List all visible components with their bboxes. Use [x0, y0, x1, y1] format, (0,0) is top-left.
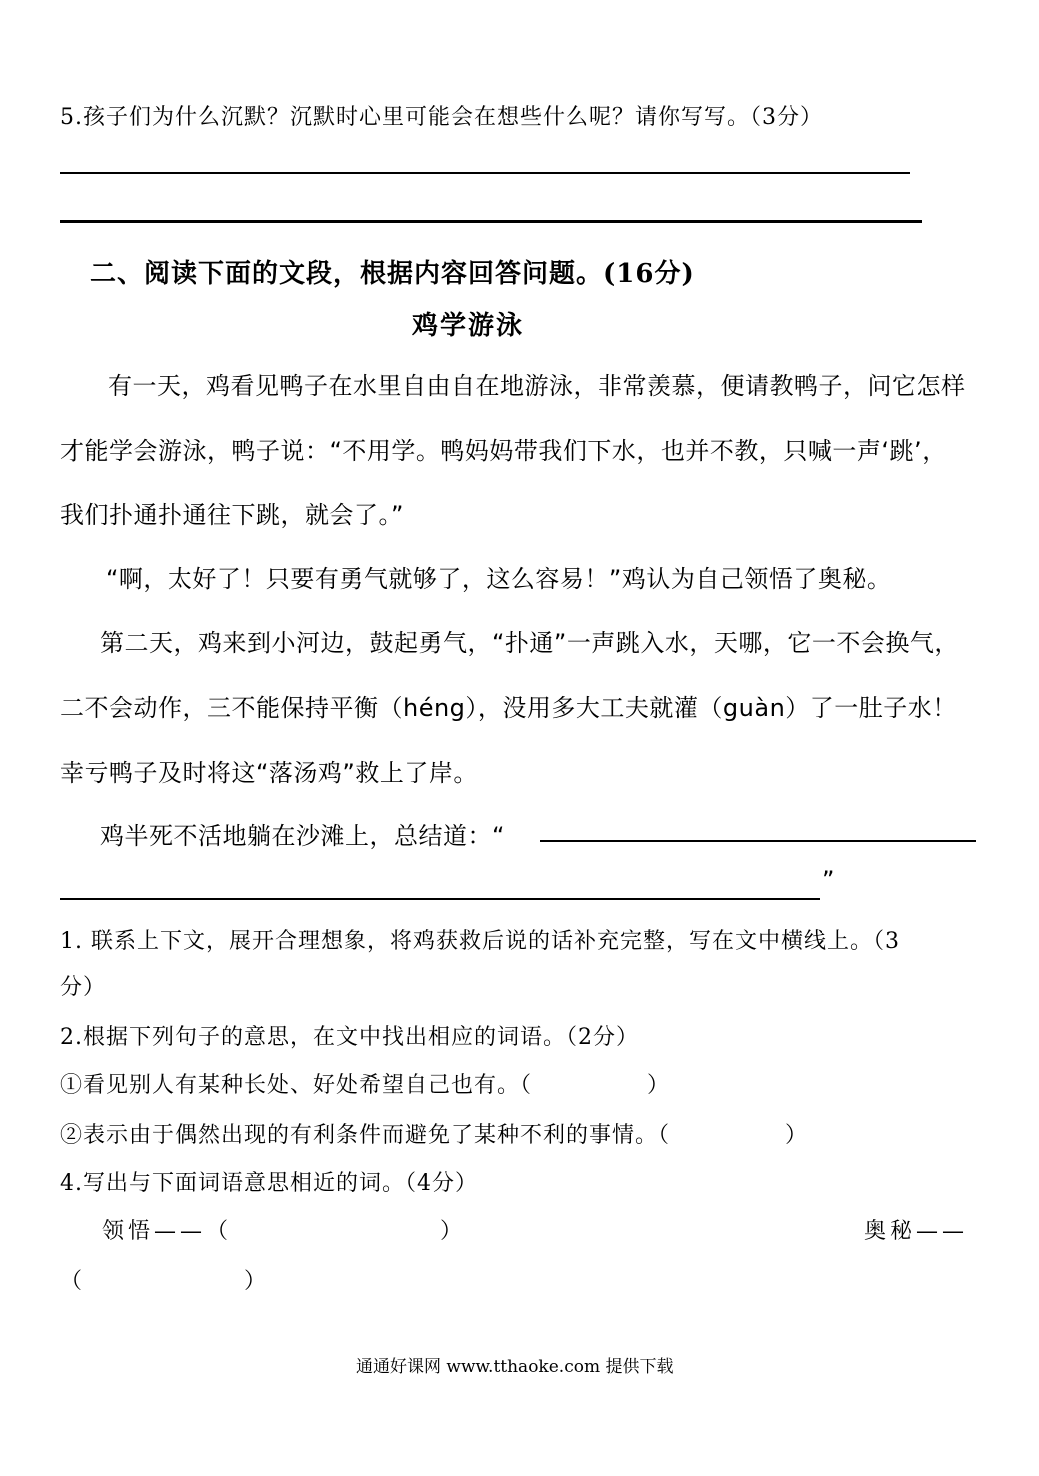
passage-p1-line2: 才能学会游泳，鸭子说：“不用学。鸭妈妈带我们下水，也并不教，只喊一声‘跳’， — [60, 437, 947, 465]
question-4: 4.写出与下面词语意思相近的词。（4分） — [60, 1171, 478, 1196]
answer-line-2 — [60, 220, 922, 223]
question-5: 5.孩子们为什么沉默？沉默时心里可能会在想些什么呢？请你写写。（3分） — [60, 105, 823, 130]
question-2: 2.根据下列句子的意思，在文中找出相应的词语。（2分） — [60, 1025, 639, 1050]
passage-title: 鸡学游泳 — [412, 311, 525, 341]
question-2-item-a: ①看见别人有某种长处、好处希望自己也有。（ ） — [60, 1073, 671, 1098]
fill-line-1 — [540, 840, 976, 842]
question-4-word-1: 领悟——（ ） — [102, 1219, 467, 1244]
page-footer: 通通好课网 www.tthaoke.com 提供下载 — [356, 1357, 674, 1377]
answer-line-1 — [60, 172, 910, 174]
passage-p3-line3: 幸亏鸭子及时将这“落汤鸡”救上了岸。 — [60, 759, 478, 787]
passage-p1-line3: 我们扑通扑通往下跳，就会了。” — [60, 501, 404, 529]
passage-p4-start: 鸡半死不活地躺在沙滩上，总结道：“ — [100, 822, 505, 850]
question-1-line2: 分） — [60, 975, 107, 1000]
passage-p1-line1: 有一天，鸡看见鸭子在水里自由自在地游泳，非常羡慕，便请教鸭子，问它怎样 — [108, 372, 966, 400]
question-4-word-2: 奥秘—— — [864, 1219, 969, 1244]
question-4-word-2-paren: （ ） — [60, 1269, 268, 1294]
passage-p3-line1: 第二天，鸡来到小河边，鼓起勇气，“扑通”一声跳入水，天哪，它一不会换气， — [100, 629, 959, 657]
passage-p2: “啊，太好了！只要有勇气就够了，这么容易！”鸡认为自己领悟了奥秘。 — [106, 565, 892, 593]
question-2-item-b: ②表示由于偶然出现的有利条件而避免了某种不利的事情。（ ） — [60, 1123, 809, 1148]
question-1-line1: 1. 联系上下文，展开合理想象，将鸡获救后说的话补充完整，写在文中横线上。（3 — [60, 929, 900, 954]
fill-line-2 — [60, 898, 820, 900]
passage-p4-end: ” — [822, 866, 835, 894]
passage-p3-line2: 二不会动作，三不能保持平衡（héng），没用多大工夫就灌（guàn）了一肚子水！ — [60, 694, 957, 722]
section-heading: 二、阅读下面的文段，根据内容回答问题。(16分) — [90, 259, 695, 289]
